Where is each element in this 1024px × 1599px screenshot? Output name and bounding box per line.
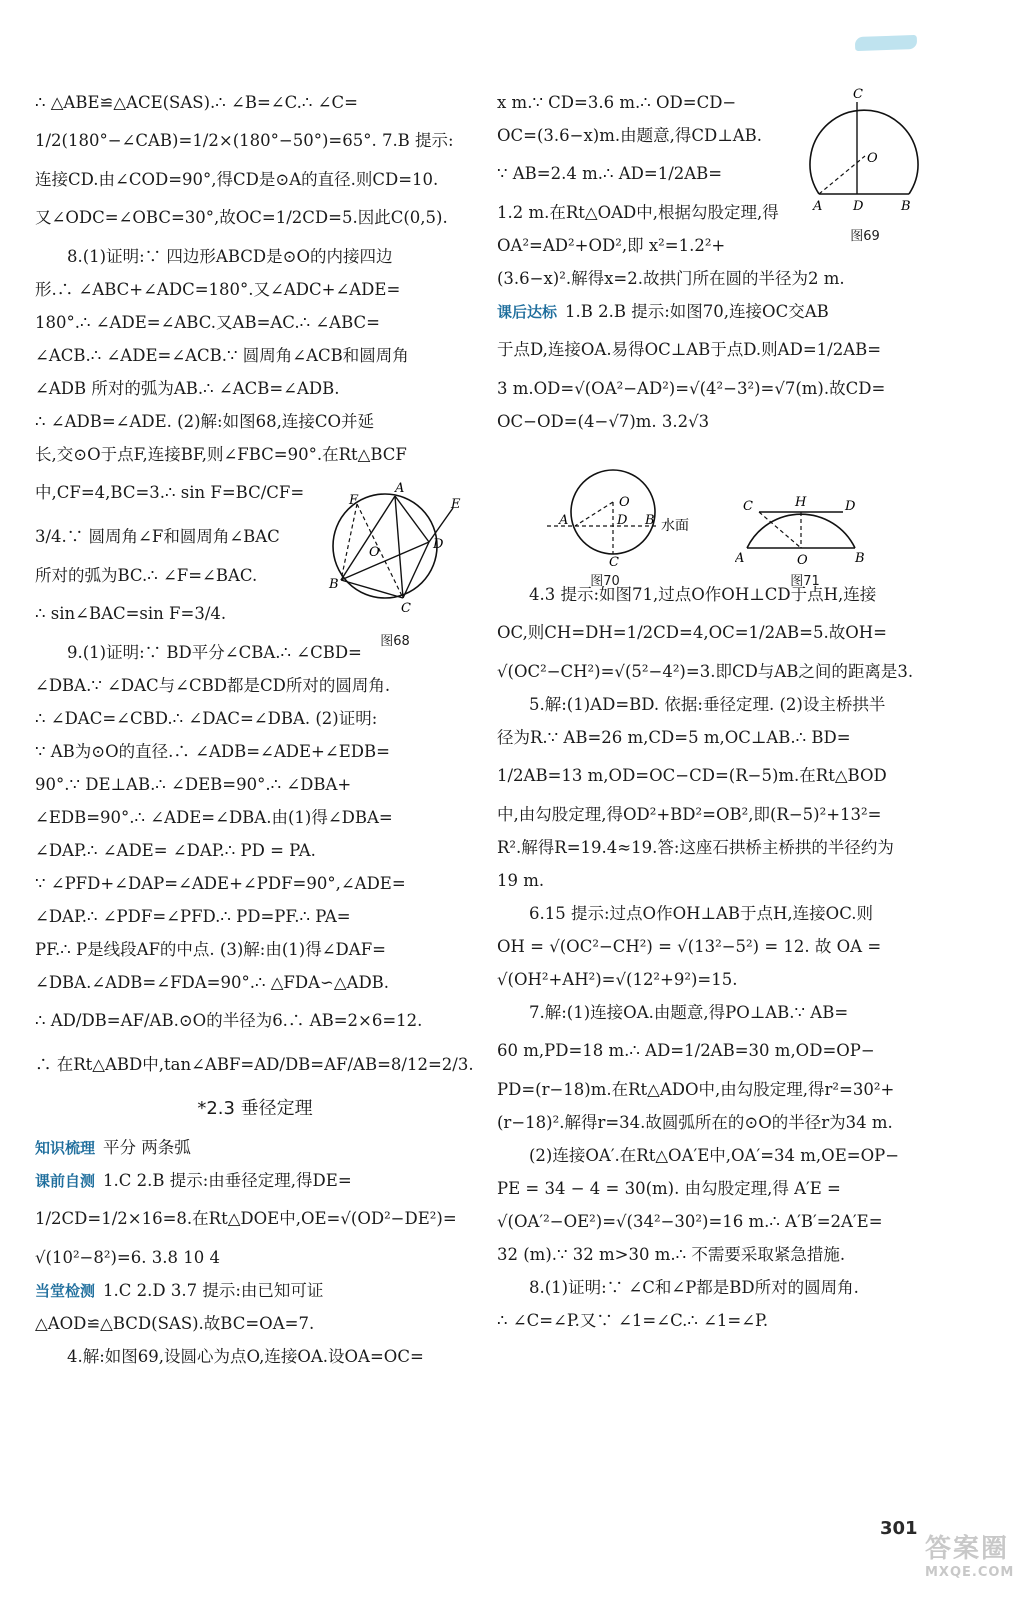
fig68-label: A [395, 481, 405, 496]
fig68-label: O [369, 545, 380, 560]
text-line [35, 669, 475, 702]
line-text: OC,则CH=DH=1/2CD=4,OC=1/2AB=5.故OH= [497, 623, 887, 642]
text-line [497, 754, 937, 798]
text-line [497, 328, 937, 372]
line-text: 中,CF=4,BC=3.∴ sin F=BC/CF= [35, 483, 305, 502]
line-text: (2)连接OA′.在Rt△OA′E中,OA′=34 m,OE=OP− [529, 1146, 900, 1165]
text-line [497, 1172, 937, 1205]
text-line [497, 688, 937, 721]
line-text: 1.C 2.B 提示:由垂径定理,得DE= [103, 1171, 352, 1190]
text-line [35, 339, 475, 372]
line-text: ∴ AD/DB=AF/AB.⊙O的半径为6.∴ AB=2×6=12. [35, 1011, 423, 1030]
line-text: 4.解:如图69,设圆心为点O,连接OA.设OA=OC= [67, 1347, 424, 1366]
line-text: 180°.∴ ∠ADE=∠ABC.又AB=AC.∴ ∠ABC= [35, 313, 380, 332]
line-text: ∴ 在Rt△ABD中,tan∠ABF=AD/DB=AF/AB=8/12=2/3. [35, 1055, 474, 1074]
text-line [497, 1029, 937, 1073]
line-text: 1/2(180°−∠CAB)=1/2×(180°−50°)=65°. 7.B 提示: [35, 131, 454, 150]
text-line [497, 798, 937, 831]
fig68-label: B [329, 577, 339, 592]
page-number: 301 [880, 1518, 918, 1539]
line-text: 于点D,连接OA.易得OC⊥AB于点D.则AD=1/2AB= [497, 340, 882, 359]
text-line [35, 999, 475, 1043]
text-line [35, 119, 475, 163]
text-line [35, 1274, 475, 1307]
line-text: PE = 34 − 4 = 30(m). 由勾股定理,得 A′E = [497, 1179, 841, 1198]
line-text: OA²=AD²+OD²,即 x²=1.2²+ [497, 236, 726, 255]
fig70-label: C [609, 555, 619, 568]
text-line [497, 405, 937, 438]
fig69-label: C [853, 88, 863, 102]
text-line [497, 1238, 937, 1271]
line-text: 形.∴ ∠ABC+∠ADC=180°.又∠ADC+∠ADE= [35, 280, 401, 299]
line-text: 5.解:(1)AD=BD. 依据:垂径定理. (2)设主桥拱半 [529, 695, 886, 714]
fig69-label: A [813, 199, 823, 214]
line-text: ∠EDB=90°.∴ ∠ADE=∠DBA.由(1)得∠DBA= [35, 808, 393, 827]
line-text: ∵ AB=2.4 m.∴ AD=1/2AB= [497, 164, 723, 183]
fig70-label: B [645, 513, 655, 528]
line-text: PF.∴ P是线段AF的中点. (3)解:由(1)得∠DAF= [35, 940, 386, 959]
text-line [497, 295, 937, 328]
section-heading: *2.3 垂径定理 [197, 1098, 313, 1119]
fig68-label: C [401, 601, 411, 616]
line-text: ∠DBA.∵ ∠DAC与∠CBD都是CD所对的圆周角. [35, 676, 391, 695]
line-text: 所对的弧为BC.∴ ∠F=∠BAC. [35, 566, 258, 585]
line-text: 1.C 2.D 3.7 提示:由已知可证 [103, 1281, 324, 1300]
line-text: 7.解:(1)连接OA.由题意,得PO⊥AB.∵ AB= [529, 1003, 849, 1022]
text-line [497, 372, 937, 405]
text-line [35, 273, 475, 306]
text-line [35, 966, 475, 999]
fig70-label: D [617, 513, 628, 528]
line-text: 9.(1)证明:∵ BD平分∠CBA.∴ ∠CBD= [67, 643, 362, 662]
figure-68 [325, 478, 465, 649]
text-line [35, 405, 475, 438]
fig71-label: O [797, 553, 808, 568]
line-text: 径为R.∵ AB=26 m,CD=5 m,OC⊥AB.∴ BD= [497, 728, 851, 747]
text-line [35, 867, 475, 900]
left-column [35, 86, 475, 1373]
figure-caption: 图69 [850, 229, 880, 244]
fig71-label: H [795, 495, 807, 510]
section-tag: 当堂检测 [35, 1282, 96, 1300]
text-line [497, 1073, 937, 1106]
text-line [35, 1131, 475, 1164]
line-text: ∴ ∠DAC=∠CBD.∴ ∠DAC=∠DBA. (2)证明: [35, 709, 378, 728]
fig70-label: 水面 [661, 518, 689, 534]
text-line [35, 1197, 475, 1241]
line-text: (r−18)².解得r=34.故圆弧所在的⊙O的半径r为34 m. [497, 1113, 893, 1132]
fig68-label: D [433, 537, 444, 552]
text-line [35, 372, 475, 405]
line-text: 1/2AB=13 m,OD=OC−CD=(R−5)m.在Rt△BOD [497, 766, 887, 785]
line-text: √(OA′²−OE²)=√(34²−30²)=16 m.∴ A′B′=2A′E= [497, 1212, 883, 1231]
text-line [35, 196, 475, 240]
line-text: √(10²−8²)=6. 3.8 10 4 [35, 1248, 220, 1267]
watermark-text: 答案圈 [925, 1534, 1010, 1564]
text-line [35, 1241, 475, 1274]
text-line [35, 768, 475, 801]
figure-caption: 图70 [590, 574, 620, 589]
text-line [497, 1106, 937, 1139]
text-line [497, 262, 937, 295]
text-line [497, 996, 937, 1029]
line-text: ∵ AB为⊙O的直径.∴ ∠ADB=∠ADE+∠EDB= [35, 742, 390, 761]
text-line [35, 1340, 475, 1373]
line-text: ∠ADB 所对的弧为AB.∴ ∠ACB=∠ADB. [35, 379, 340, 398]
line-text: 3/4.∵ 圆周角∠F和圆周角∠BAC [35, 527, 280, 546]
fig68-label: E [451, 497, 461, 512]
text-line [497, 930, 937, 963]
figure-caption: 图71 [790, 574, 820, 589]
line-text: ∠ACB.∴ ∠ADE=∠ACB.∵ 圆周角∠ACB和圆周角 [35, 346, 409, 365]
line-text: OH = √(OC²−CH²) = √(13²−5²) = 12. 故 OA = [497, 937, 882, 956]
line-text: 长,交⊙O于点F,连接BF,则∠FBC=90°.在Rt△BCF [35, 445, 407, 464]
fig71-label: B [855, 551, 865, 566]
text-line [35, 86, 475, 119]
fig71-label: A [735, 551, 745, 566]
line-text: (3.6−x)².解得x=2.故拱门所在圆的半径为2 m. [497, 269, 845, 288]
line-text: 4.3 提示:如图71,过点O作OH⊥CD于点H,连接 [529, 585, 877, 604]
fig69-label: D [853, 199, 864, 214]
text-line [497, 864, 937, 897]
text-line [35, 240, 475, 273]
line-text: ∠DAP.∴ ∠PDF=∠PFD.∴ PD=PF.∴ PA= [35, 907, 351, 926]
figure-caption: 图68 [380, 634, 410, 649]
line-text: R².解得R=19.4≈19.答:这座石拱桥主桥拱的半径约为 [497, 838, 894, 857]
text-line [35, 735, 475, 768]
line-text: ∠DBA.∠ADB=∠FDA=90°.∴ △FDA∽△ADB. [35, 973, 390, 992]
fig70-label: O [619, 495, 630, 510]
line-text: 8.(1)证明:∵ 四边形ABCD是⊙O的内接四边 [67, 247, 393, 266]
section-tag: 课前自测 [35, 1172, 96, 1190]
line-text: PD=(r−18)m.在Rt△ADO中,由勾股定理,得r²=30²+ [497, 1080, 895, 1099]
figure-70 [545, 468, 705, 589]
line-text: 中,由勾股定理,得OD²+BD²=OB²,即(R−5)²+13²= [497, 805, 882, 824]
text-line [497, 611, 937, 655]
text-line [497, 963, 937, 996]
line-text: 1.2 m.在Rt△OAD中,根据勾股定理,得 [497, 203, 779, 222]
line-text: 60 m,PD=18 m.∴ AD=1/2AB=30 m,OD=OP− [497, 1041, 875, 1060]
line-text: 1/2CD=1/2×16=8.在Rt△DOE中,OE=√(OD²−DE²)= [35, 1209, 457, 1228]
fig69-label: O [867, 151, 878, 166]
text-line [35, 163, 475, 196]
text-line [35, 834, 475, 867]
text-line [35, 933, 475, 966]
fig71-label: C [743, 499, 753, 514]
line-text: OC=(3.6−x)m.由题意,得CD⊥AB. [497, 126, 763, 145]
line-text: 连接CD.由∠COD=90°,得CD是⊙A的直径.则CD=10. [35, 170, 439, 189]
fig71-label: D [845, 499, 856, 514]
line-text: √(OC²−CH²)=√(5²−4²)=3.即CD与AB之间的距离是3. [497, 662, 914, 681]
section-tag: 课后达标 [497, 303, 558, 321]
line-text: ∴ ∠C=∠P.又∵ ∠1=∠C.∴ ∠1=∠P. [497, 1311, 769, 1330]
line-text: 1.B 2.B 提示:如图70,连接OC交AB [565, 302, 829, 321]
line-text: ∴ △ABE≌△ACE(SAS).∴ ∠B=∠C.∴ ∠C= [35, 93, 358, 112]
text-line [497, 721, 937, 754]
text-line [497, 897, 937, 930]
text-line [35, 801, 475, 834]
figure-69 [805, 88, 925, 244]
text-line [497, 1139, 937, 1172]
line-text: △AOD≌△BCD(SAS).故BC=OA=7. [35, 1314, 315, 1333]
line-text: 平分 两条弧 [103, 1138, 191, 1157]
watermark [925, 1528, 1015, 1580]
line-text: ∴ sin∠BAC=sin F=3/4. [35, 604, 227, 623]
figure-71 [735, 488, 875, 589]
text-line [35, 1164, 475, 1197]
text-line [35, 900, 475, 933]
line-text: √(OH²+AH²)=√(12²+9²)=15. [497, 970, 738, 989]
text-line [35, 1043, 475, 1087]
text-line [497, 1205, 937, 1238]
text-line [35, 306, 475, 339]
line-text: ∴ ∠ADB=∠ADE. (2)解:如图68,连接CO并延 [35, 412, 374, 431]
right-column [497, 86, 937, 1337]
watermark-url: MXQE.COM [925, 1565, 1015, 1580]
line-text: 又∠ODC=∠OBC=30°,故OC=1/2CD=5.因此C(0,5). [35, 208, 448, 227]
line-text: x m.∵ CD=3.6 m.∴ OD=CD− [497, 93, 737, 112]
line-text: 3 m.OD=√(OA²−AD²)=√(4²−3²)=√7(m).故CD= [497, 379, 886, 398]
text-line [497, 655, 937, 688]
text-line [35, 438, 475, 471]
text-line [35, 1307, 475, 1340]
fig70-label: A [559, 513, 569, 528]
fig68-label: F [349, 493, 359, 508]
line-text: 6.15 提示:过点O作OH⊥AB于点H,连接OC.则 [529, 904, 873, 923]
text-line [497, 831, 937, 864]
line-text: 90°.∵ DE⊥AB.∴ ∠DEB=90°.∴ ∠DBA+ [35, 775, 352, 794]
text-line [497, 1271, 937, 1304]
text-line [35, 702, 475, 735]
line-text: 32 (m).∵ 32 m>30 m.∴ 不需要采取紧急措施. [497, 1245, 846, 1264]
line-text: ∵ ∠PFD+∠DAP=∠ADE+∠PDF=90°,∠ADE= [35, 874, 406, 893]
corner-tab-decoration [855, 35, 917, 51]
line-text: 19 m. [497, 871, 545, 890]
line-text: 8.(1)证明:∵ ∠C和∠P都是BD所对的圆周角. [529, 1278, 859, 1297]
text-line [497, 1304, 937, 1337]
line-text: OC−OD=(4−√7)m. 3.2√3 [497, 412, 710, 431]
section-tag: 知识梳理 [35, 1139, 96, 1157]
fig69-label: B [901, 199, 911, 214]
line-text: ∠DAP.∴ ∠ADE= ∠DAP.∴ PD = PA. [35, 841, 316, 860]
